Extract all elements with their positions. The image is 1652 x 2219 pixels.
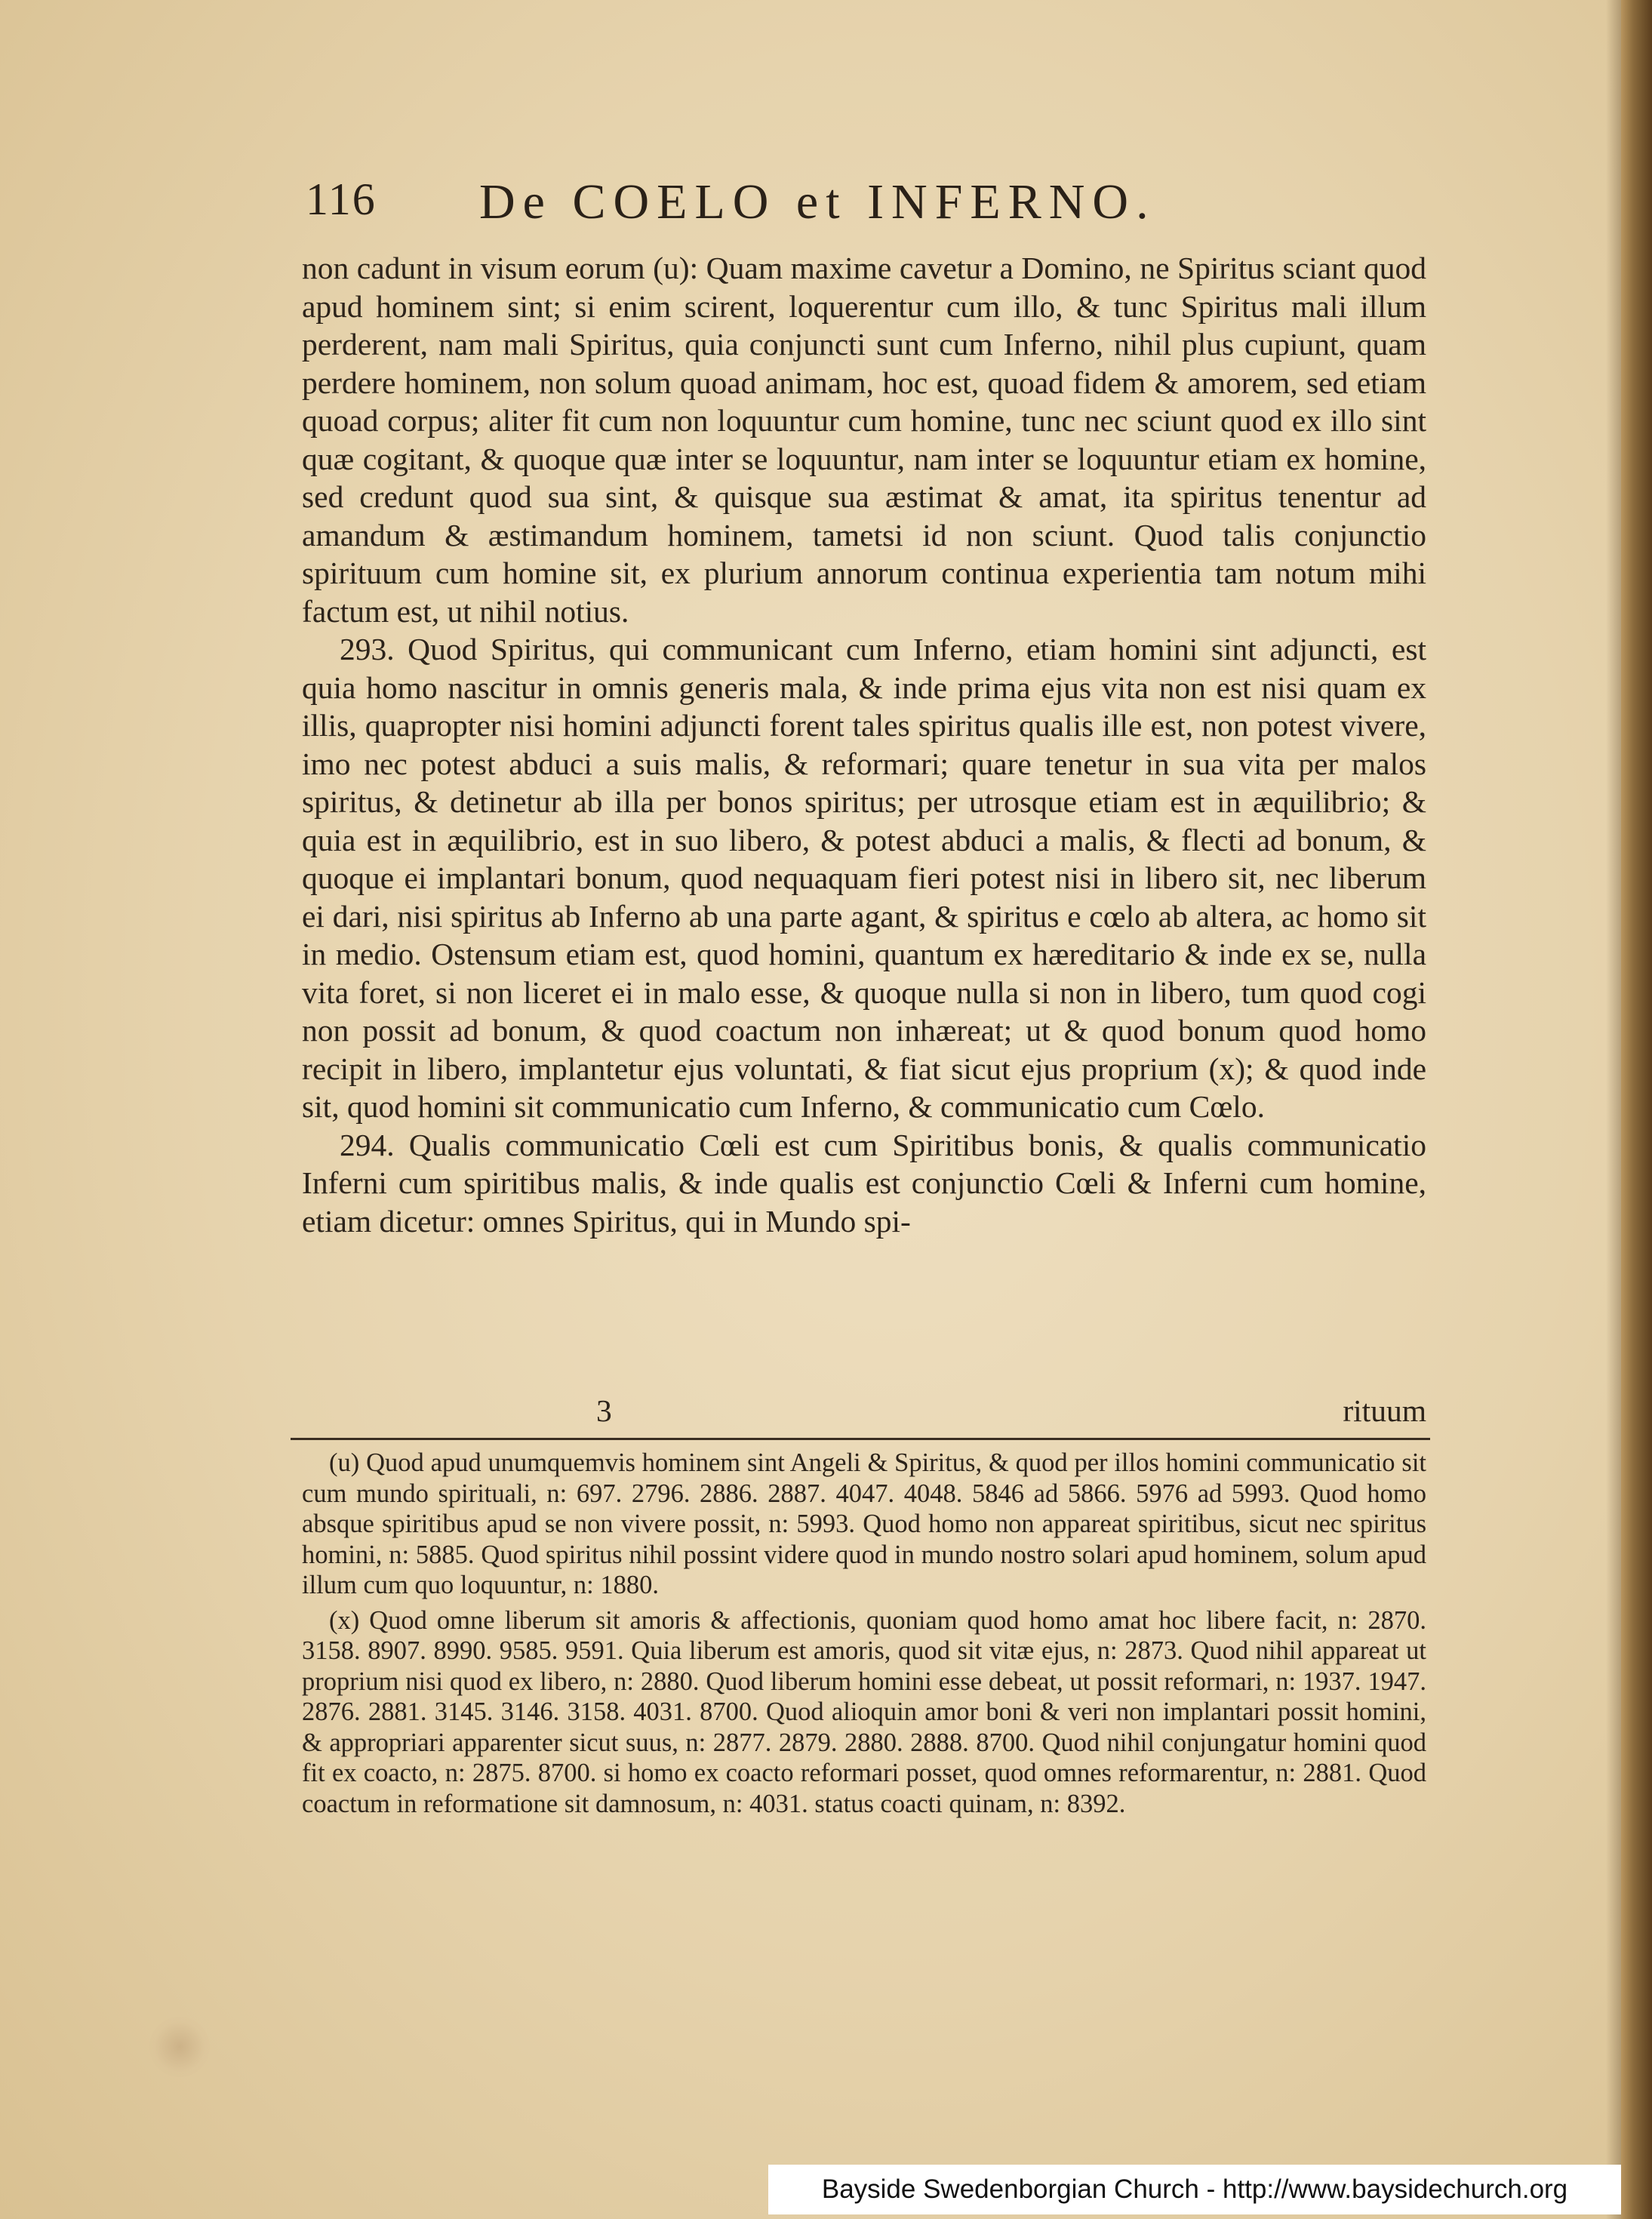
paper-stain: [149, 2017, 210, 2077]
page-number: 116: [306, 174, 377, 224]
source-watermark: Bayside Swedenborgian Church - http://www.baysidechurch.org: [768, 2165, 1621, 2214]
footnote-u: (u) Quod apud unumquemvis hominem sint Angeli & Spiritus, & quod per illos homini communicatio sit cum mundo spirituali, n: 697. 2796. 2886. 2887. 4047. 4048. 5846 ad 5866. 5976 ad 5993. Quod homo absque spiritibus apud se non vivere possit, n: 5993. Quod homo non appareat spiritibus, sicut nec spiritus homini, n: 5885. Quod spiritus nihil possint videre quod in mundo nostro solari apud hominem, solum apud illum cum quo loquuntur, n: 1880.: [302, 1448, 1426, 1599]
footnote-rule: [291, 1438, 1430, 1440]
catchword: rituum: [1343, 1393, 1426, 1428]
paragraph-293: 293. Quod Spiritus, qui communicant cum Inferno, etiam homini sint adjuncti, est quia homo nascitur in omnis generis mala, & inde prima ejus vita non est nisi quam ex illis, quapropter nisi homini adjuncti forent tales spiritus qualis ille est, non potest vivere, imo nec potest abduci a suis malis, & reformari; quare tenetur in sua vita per malos spiritus, & detinetur ab illa per bonos spiritus; per utrosque etiam est in æquilibrio; & quia est in æquilibrio, est in suo libero, & potest abduci a malis, & flecti ad bonum, & quoque ei implantari bonum, quod nequaquam fieri potest nisi in libero sit, nec liberum ei dari, nisi spiritus ab Inferno ab una parte agant, & spiritus e cœlo ab altera, ac homo sit in medio. Ostensum etiam est, quod homini, quantum ex hæreditario & inde ex se, nulla vita foret, si non liceret ei in malo esse, & quoque nulla si non in libero, tum quod cogi non possit ad bonum, & quod coactum non inhæreat; ut & quod bonum quod homo recipit in libero, implantetur ejus voluntati, & fiat sicut ejus proprium (x); & quod inde sit, quod homini sit communicatio cum Inferno, & communicatio cum Cœlo.: [302, 632, 1426, 1124]
catch-line: [302, 1393, 1426, 1430]
footnote-x: (x) Quod omne liberum sit amoris & affectionis, quoniam quod homo amat hoc libere facit, n: 2870. 3158. 8907. 8990. 9585. 9591. Quia liberum est amoris, quod sit vitæ ejus, n: 2873. Quod nihil appareat ut proprium nisi quod ex libero, n: 2880. Quod liberum homini esse debeat, ut possit reformari, n: 1937. 1947. 2876. 2881. 3145. 3146. 3158. 4031. 8700. Quod alioquin amor boni & veri non implantari possit homini, & appropriari apparenter sicut suus, n: 2877. 2879. 2880. 2888. 8700. Quod nihil conjungatur homini quod fit ex coacto, n: 2875. 8700. si homo ex coacto reformari posset, quod omnes reformarentur, n: 2881. Quod coactum in reformatione sit damnosum, n: 4031. status coacti quinam, n: 8392.: [302, 1605, 1426, 1818]
paragraph-continuation: non cadunt in visum eorum (u): Quam maxime cavetur a Domino, ne Spiritus sciant quod apud hominem sint; si enim scirent, loquerentur cum illo, & tunc Spiritus mali illum perderent, nam mali Spiritus, quia conjuncti sunt cum Inferno, nihil plus cupiunt, quam perdere hominem, non solum quoad animam, hoc est, quoad fidem & amorem, sed etiam quoad corpus; aliter fit cum non loquuntur cum homine, tunc nec sciunt quod ex illo sint quæ cogitant, & quoque quæ inter se loquuntur, nam inter se loquuntur etiam ex homine, sed credunt quod sua sint, & quisque sua æstimat & amat, ita spiritus tenentur ad amandum & æstimandum hominem, tametsi id non sciunt. Quod talis conjunctio spirituum cum homine sit, ex plurium annorum continua experientia tam notum mihi factum est, ut nihil notius.: [302, 251, 1426, 629]
main-text: [302, 249, 1426, 1240]
page-header: [306, 174, 1287, 234]
page-gutter-shadow: [1606, 0, 1623, 2219]
running-title: De COELO et INFERNO.: [479, 174, 1156, 229]
paragraph-294: 294. Qualis communicatio Cœli est cum Spiritibus bonis, & qualis communicatio Inferni cum spiritibus malis, & inde qualis est conjunctio Cœli & Inferni cum homine, etiam dicetur: omnes Spiritus, qui in Mundo spi-: [302, 1127, 1426, 1239]
footnotes: [302, 1448, 1426, 1824]
signature-mark: 3: [596, 1393, 612, 1428]
book-binding-edge: [1621, 0, 1652, 2219]
